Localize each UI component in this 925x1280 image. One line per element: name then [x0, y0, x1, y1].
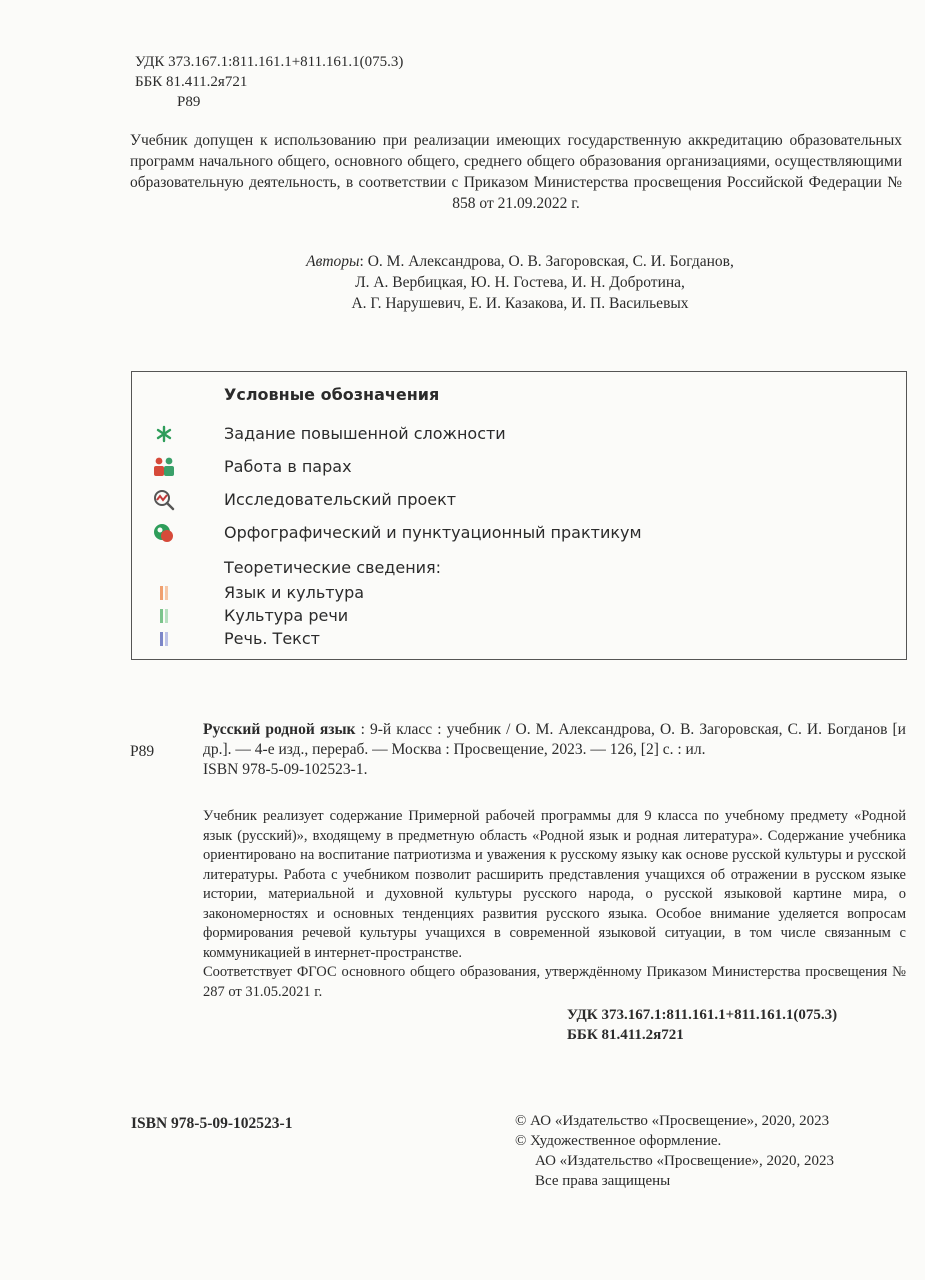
blue-bars-icon: [152, 627, 176, 651]
legend-label: Работа в парах: [224, 457, 352, 476]
legend-item-speech-text: [132, 627, 906, 651]
legend-label: Исследовательский проект: [224, 490, 457, 509]
bib-description: : 9-й класс : учебник / О. М. Александрова, О. В. Загоровская, С. И. Богданов [и др.]. — 4-е изд., перераб. — Москва : Просвещение, 2023. — 126, [2] с. : ил.: [203, 721, 906, 758]
annotation: [203, 807, 906, 1002]
copyright-line-3: АО «Издательство «Просвещение», 2020, 2023: [535, 1153, 834, 1169]
bib-author-mark: Р89: [130, 743, 155, 760]
copyright-block: [515, 1111, 834, 1191]
legend-title: Условные обозначения: [224, 385, 440, 404]
legend-label: Задание повышенной сложности: [224, 424, 506, 443]
authors-line-2: Л. А. Вербицкая, Ю. Н. Гостева, И. Н. Добротина,: [355, 274, 685, 291]
legend-label: Язык и культура: [224, 583, 365, 602]
udk-code: УДК 373.167.1:811.161.1+811.161.1(075.3): [135, 54, 404, 70]
bib-isbn: ISBN 978-5-09-102523-1.: [203, 761, 368, 778]
bbk-code: ББК 81.411.2я721: [135, 74, 248, 90]
legend-label: Речь. Текст: [224, 629, 320, 648]
copyright-line-1: © АО «Издательство «Просвещение», 2020, 2023: [515, 1113, 830, 1129]
book-title: Русский родной язык: [203, 721, 356, 738]
legend-label: Орфографический и пунктуационный практикум: [224, 523, 642, 542]
udk-code: УДК 373.167.1:811.161.1+811.161.1(075.3): [567, 1007, 838, 1023]
practicum-icon: [152, 521, 176, 545]
authors-line-1: : О. М. Александрова, О. В. Загоровская, С. И. Богданов,: [359, 253, 734, 270]
copyright-line-4: Все права защищены: [535, 1173, 671, 1189]
annotation-paragraph-1: Учебник реализует содержание Примерной рабочей программы для 9 класса по учебному предмету «Родной язык (русский)», входящему в предметную область «Родной язык и родная литература». Содержание учебника ориентировано на воспитание патриотизма и уважения к русскому языку как основе русской культуры и русской литературы. Работа с учебником позволит расширить представления учащихся об отражении в русском языке истории, материальной и духовной культуры русского народа, о русской языковой картине мира, о закономерностях и основных тенденциях развития русского языка. Особое внимание уделяется вопросам формирования речевой культуры учащихся в современной языковой ситуации, в том числе связанным с коммуникацией в интернет-пространстве.: [203, 808, 906, 961]
authors-label: Авторы: [306, 253, 360, 270]
udk-block-top: [135, 52, 403, 112]
bbk-code: ББК 81.411.2я721: [567, 1027, 684, 1043]
legend-box: [131, 371, 907, 660]
authors-block: [230, 251, 810, 314]
orange-bars-icon: [152, 581, 176, 605]
author-mark: Р89: [177, 94, 201, 110]
asterisk-icon: [152, 422, 176, 446]
legend-item-practicum: [132, 521, 906, 545]
legend-item-language-culture: [132, 581, 906, 605]
legend-item-pair-work: [132, 455, 906, 479]
isbn: ISBN 978-5-09-102523-1: [131, 1115, 293, 1132]
copyright-line-2: © Художественное оформление.: [515, 1133, 722, 1149]
bibliographic-record: [130, 720, 906, 780]
annotation-paragraph-2: Соответствует ФГОС основного общего образования, утверждённому Приказом Министерства просвещения № 287 от 31.05.2021 г.: [203, 964, 906, 1000]
research-icon: [152, 488, 176, 512]
authors-line-3: А. Г. Нарушевич, Е. И. Казакова, И. П. Васильевых: [351, 295, 689, 312]
udk-block-bottom: [567, 1005, 837, 1045]
green-bars-icon: [152, 604, 176, 628]
legend-label: Культура речи: [224, 606, 349, 625]
legend-item-speech-culture: [132, 604, 906, 628]
legend-item-hard-task: [132, 422, 906, 446]
pair-icon: [152, 455, 176, 479]
theory-heading: Теоретические сведения:: [224, 558, 442, 577]
legend-item-research: [132, 488, 906, 512]
approval-notice: Учебник допущен к использованию при реализации имеющих государственную аккредитацию образовательных программ начального общего, основного общего, среднего общего образования организациями, осуществляющими образовательную деятельность, в соответствии с Приказом Министерства просвещения Российской Федерации № 858 от 21.09.2022 г.: [130, 132, 902, 212]
